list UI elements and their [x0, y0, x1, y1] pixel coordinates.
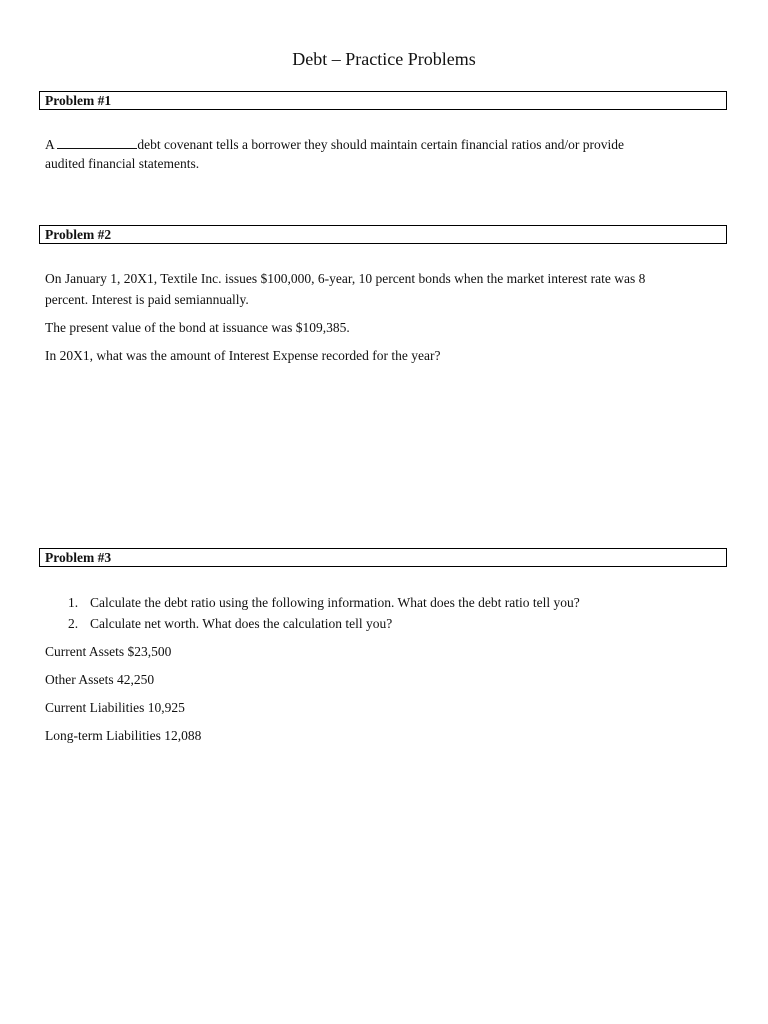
- problem-2-line-2: percent. Interest is paid semiannually.: [45, 292, 249, 307]
- problem-1-line-1-rest: debt covenant tells a borrower they should maintain certain financial ratios and/or provide: [137, 137, 624, 152]
- list-item: [68, 614, 392, 633]
- problem-1-line-2: audited financial statements.: [45, 156, 200, 171]
- problem-1-header: Problem #1: [39, 91, 727, 110]
- other-assets-line: Other Assets 42,250: [45, 672, 155, 687]
- list-text: Calculate the debt ratio using the following information. What does the debt ratio tell you?: [90, 595, 580, 610]
- long-term-liabilities-line: Long-term Liabilities 12,088: [45, 728, 202, 743]
- list-number: 1.: [68, 595, 79, 610]
- problem-2-line-3: The present value of the bond at issuance was $109,385.: [45, 320, 350, 335]
- page-title: Debt – Practice Problems: [292, 49, 476, 69]
- current-assets-line: Current Assets $23,500: [45, 644, 172, 659]
- problem-2-line-4: In 20X1, what was the amount of Interest Expense recorded for the year?: [45, 348, 441, 363]
- problem-2-header: Problem #2: [39, 225, 727, 244]
- list-text: Calculate net worth. What does the calculation tell you?: [90, 616, 393, 631]
- problem-1-line-1: [45, 135, 725, 154]
- problem-1-prefix: A: [45, 137, 58, 152]
- problem-2-line-1: On January 1, 20X1, Textile Inc. issues $100,000, 6-year, 10 percent bonds when the market interest rate was 8: [45, 271, 646, 286]
- problem-3-header: Problem #3: [39, 548, 727, 567]
- list-item: [68, 593, 580, 612]
- fill-in-blank: [57, 136, 137, 149]
- list-number: 2.: [68, 616, 79, 631]
- current-liabilities-line: Current Liabilities 10,925: [45, 700, 185, 715]
